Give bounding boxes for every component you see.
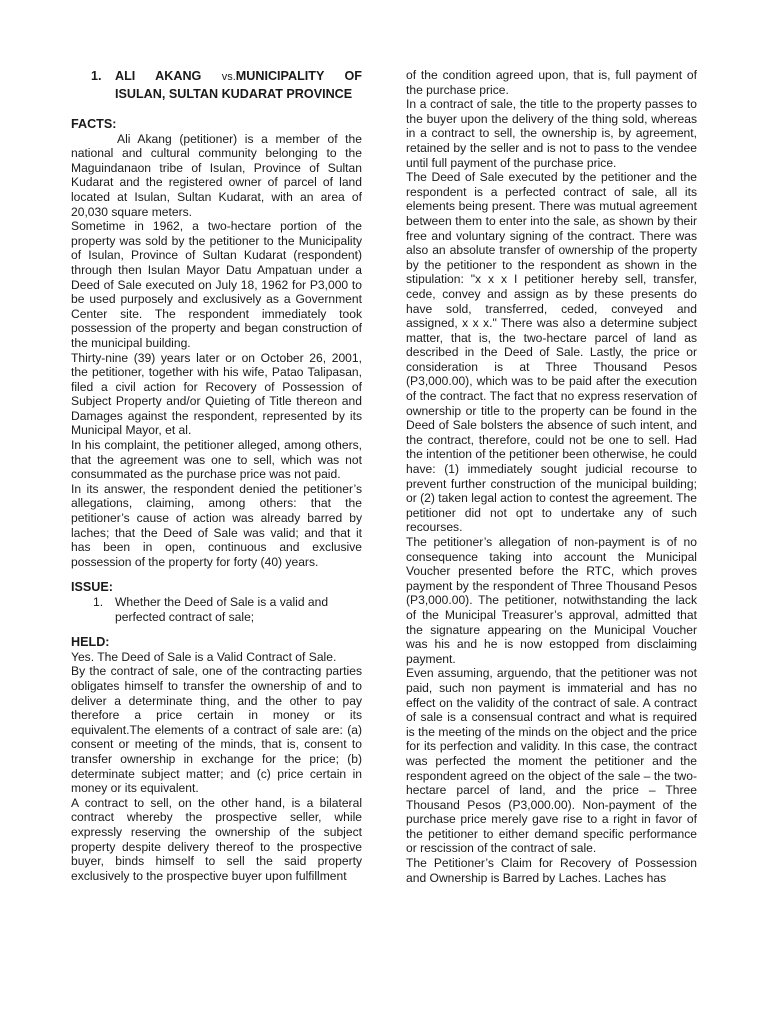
held-paragraph: A contract to sell, on the other hand, is a bilateral contract whereby the prospective seller, while expressly reserving the ownership of the subject property despite delivery thereof to the prospective buyer, binds himself to sell the said property exclusively to the prospective buyer upon fulfillment [71,795,362,883]
facts-paragraph: Thirty-nine (39) years later or on October 26, 2001, the petitioner, together with his wife, Patao Talipasan, filed a civil action for Recovery of Possession of Subject Property and/or Quieting of Title thereon and Damages against the respondent, represented by its Municipal Mayor, et al. [71,350,362,438]
case-title [71,68,362,103]
held-paragraph: Yes. The Deed of Sale is a Valid Contract of Sale. [71,649,337,664]
right-column [406,68,697,885]
case-number: 1. [91,69,102,83]
facts-paragraph: Sometime in 1962, a two-hectare portion of the property was sold by the petitioner to the Municipality of Isulan, Province of Sultan Kudarat (respondent) through then Isulan Mayor Datu Ampatuan under a Deed of Sale executed on July 18, 1962 for P3,000 to be used purposely and exclusively as a Government Center site. The respondent immediately took possession of the property and began construction of the municipal building. [71,219,362,350]
case-title-vs: vs. [221,71,236,83]
held-paragraph: In a contract of sale, the title to the property passes to the buyer upon the delivery of the thing sold, whereas in a contract to sell, the ownership is, by agreement, retained by the seller and is not to pass to the vendee until full payment of the purchase price. [406,97,697,170]
issue-heading: ISSUE: [71,580,113,595]
held-paragraph: Even assuming, arguendo, that the petitioner was not paid, such non payment is immaterial and has no effect on the validity of the contract of sale. A contract of sale is a consensual contract and what is required is the meeting of the minds on the object and the price for its perfection and validity. In this case, the contract was perfected the moment the petitioner and the respondent agreed on the object of the sale – the two-hectare parcel of land, and the price – Three Thousand Pesos (P3,000.00). Non-payment of the purchase price merely gave rise to a right in favor of the petitioner to either demand specific performance or rescission of the contract of sale. [406,666,697,856]
held-paragraph: The petitioner’s allegation of non-payment is of no consequence taking into account the Municipal Voucher presented before the RTC, which proves payment by the respondent of Three Thousand Pesos (P3,000.00). The petitioner, notwithstanding the lack of the Municipal Treasurer’s approval, admitted that the signature appearing on the Municipal Voucher was his and he is now estopped from disclaiming payment. [406,535,697,666]
facts-paragraph: In its answer, the respondent denied the petitioner’s allegations, claiming, among others: that the petitioner’s cause of action was already barred by laches; that the Deed of Sale was valid; and that it has been in open, continuous and exclusive possession of the property for forty (40) years. [71,481,362,569]
facts-paragraph: Ali Akang (petitioner) is a member of the national and cultural community belonging to the Maguindanaon tribe of Isulan, Province of Sultan Kudarat and the registered owner of parcel of land located at Isulan, Sultan Kudarat, with an area of 20,030 square meters. [71,131,362,219]
issue-number: 1. [93,595,104,609]
held-paragraph: By the contract of sale, one of the contracting parties obligates himself to transfer the ownership of and to deliver a determinate thing, and the other to pay therefore a price certain in money or its equivalent.The elements of a contract of sale are: (a) consent or meeting of the minds, that is, consent to transfer ownership in exchange for the price; (b) determinate subject matter; and (c) price certain in money or its equivalent. [71,664,362,796]
case-title-party-2: MUNICIPALITY OF ISULAN, SULTAN KUDARAT PROVINCE [115,69,362,101]
held-heading: HELD: [71,635,110,650]
left-column [71,68,362,883]
facts-heading: FACTS: [71,117,117,131]
case-title-text [115,68,362,103]
issue-text: Whether the Deed of Sale is a valid and perfected contract of sale; [115,595,329,624]
issue-item [93,595,362,624]
case-title-party-1: ALI AKANG [115,69,202,83]
facts-paragraph: In his complaint, the petitioner alleged, among others, that the agreement was one to sell, which was not consummated as the purchase price was not paid. [71,438,362,482]
held-paragraph: of the condition agreed upon, that is, full payment of the purchase price. [406,68,697,97]
held-paragraph: The Petitioner’s Claim for Recovery of Possession and Ownership is Barred by Laches. Laches has [406,856,697,885]
held-paragraph: The Deed of Sale executed by the petitioner and the respondent is a perfected contract of sale, all its elements being present. There was mutual agreement between them to enter into the sale, as shown by their free and voluntary signing of the contract. There was also an absolute transfer of ownership of the property by the petitioner to the respondent as shown in the stipulation: "x x x I petitioner hereby sell, transfer, cede, convey and assign as by these presents do have sold, transferred, ceded, conveyed and assigned, x x x." There was also a determine subject matter, that is, the two-hectare parcel of land as described in the Deed of Sale. Lastly, the price or consideration is at Three Thousand Pesos (P3,000.00), which was to be paid after the execution of the contract. The fact that no express reservation of ownership or title to the property can be found in the Deed of Sale bolsters the absence of such intent, and the contract, therefore, could not be one to sell. Had the intention of the petitioner been otherwise, he could have: (1) immediately sought judicial recourse to prevent further construction of the municipal building; or (2) taken legal action to contest the agreement. The petitioner did not opt to undertake any of such recourses. [406,170,697,535]
